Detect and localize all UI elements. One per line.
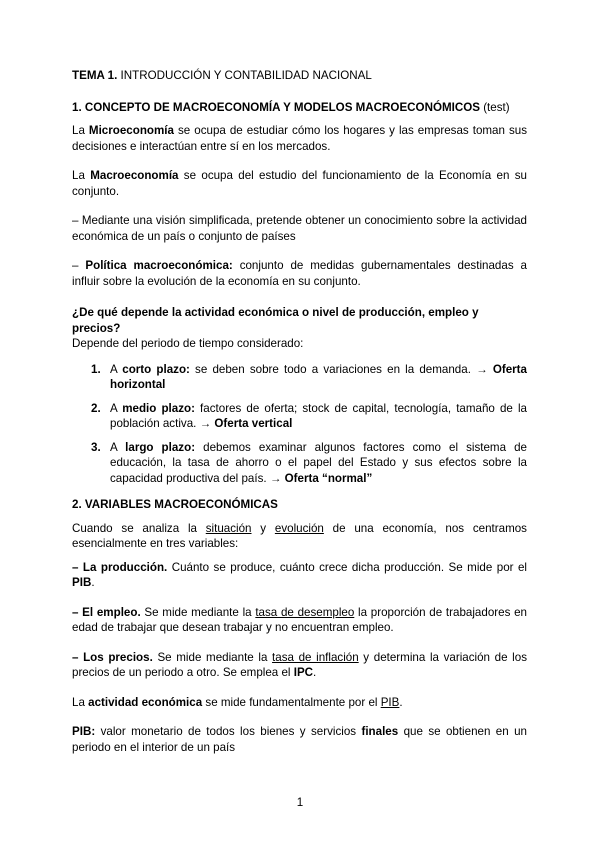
- section-2-heading: 2. VARIABLES MACROECONÓMICAS: [72, 498, 278, 511]
- variables-intro: Cuando se analiza la situación y evolución de una economía, nos centramos esencialmente en tres variables:: [72, 521, 527, 550]
- actividad-paragraph: La actividad económica se mide fundamentalmente por el PIB.: [72, 695, 403, 709]
- periods-list: [72, 362, 527, 487]
- section-1-heading: 1. CONCEPTO DE MACROECONOMÍA Y MODELOS MACROECONÓMICOS (test): [72, 100, 510, 114]
- document-title: TEMA 1. INTRODUCCIÓN Y CONTABILIDAD NACIONAL: [72, 69, 372, 82]
- question-heading: ¿De qué depende la actividad económica o nivel de producción, empleo y precios?: [72, 306, 479, 335]
- politica-paragraph: – Política macroeconómica: conjunto de medidas gubernamentales destinadas a influir sobre la evolución de la economía en su conjunto.: [72, 259, 527, 288]
- pib-definition: PIB: valor monetario de todos los bienes y servicios finales que se obtienen en un periodo en el interior de un país: [72, 725, 527, 754]
- vision-paragraph: – Mediante una visión simplificada, pretende obtener un conocimiento sobre la actividad económica de un país o conjunto de países: [72, 214, 527, 243]
- question-subtitle: Depende del periodo de tiempo considerado:: [72, 337, 304, 350]
- precios-paragraph: – Los precios. Se mide mediante la tasa de inflación y determina la variación de los precios de un periodo a otro. Se emplea el IPC.: [72, 650, 527, 679]
- macroeconomia-paragraph: La Macroeconomía se ocupa del estudio del funcionamiento de la Economía en su conjunto.: [72, 169, 527, 198]
- list-item: 1. A corto plazo: se deben sobre todo a variaciones en la demanda. → Oferta horizontal: [91, 362, 527, 391]
- microeconomia-paragraph: La Microeconomía se ocupa de estudiar cómo los hogares y las empresas toman sus decisiones e interactúan entre sí en los mercados.: [72, 124, 527, 153]
- page-number: 1: [296, 796, 304, 809]
- empleo-paragraph: – El empleo. Se mide mediante la tasa de desempleo la proporción de trabajadores en edad de trabajar que desean trabajar y no encuentran empleo.: [72, 605, 527, 634]
- produccion-paragraph: – La producción. Cuánto se produce, cuánto crece dicha producción. Se mide por el PIB.: [72, 560, 527, 589]
- list-item: 2. A medio plazo: factores de oferta; stock de capital, tecnología, tamaño de la población activa. → Oferta vertical: [91, 401, 527, 430]
- document-body: [72, 68, 527, 755]
- list-item: 3. A largo plazo: debemos examinar algunos factores como el sistema de educación, la tasa de ahorro o el papel del Estado y sus efectos sobre la capacidad productiva del país. → Oferta “normal”: [91, 440, 527, 485]
